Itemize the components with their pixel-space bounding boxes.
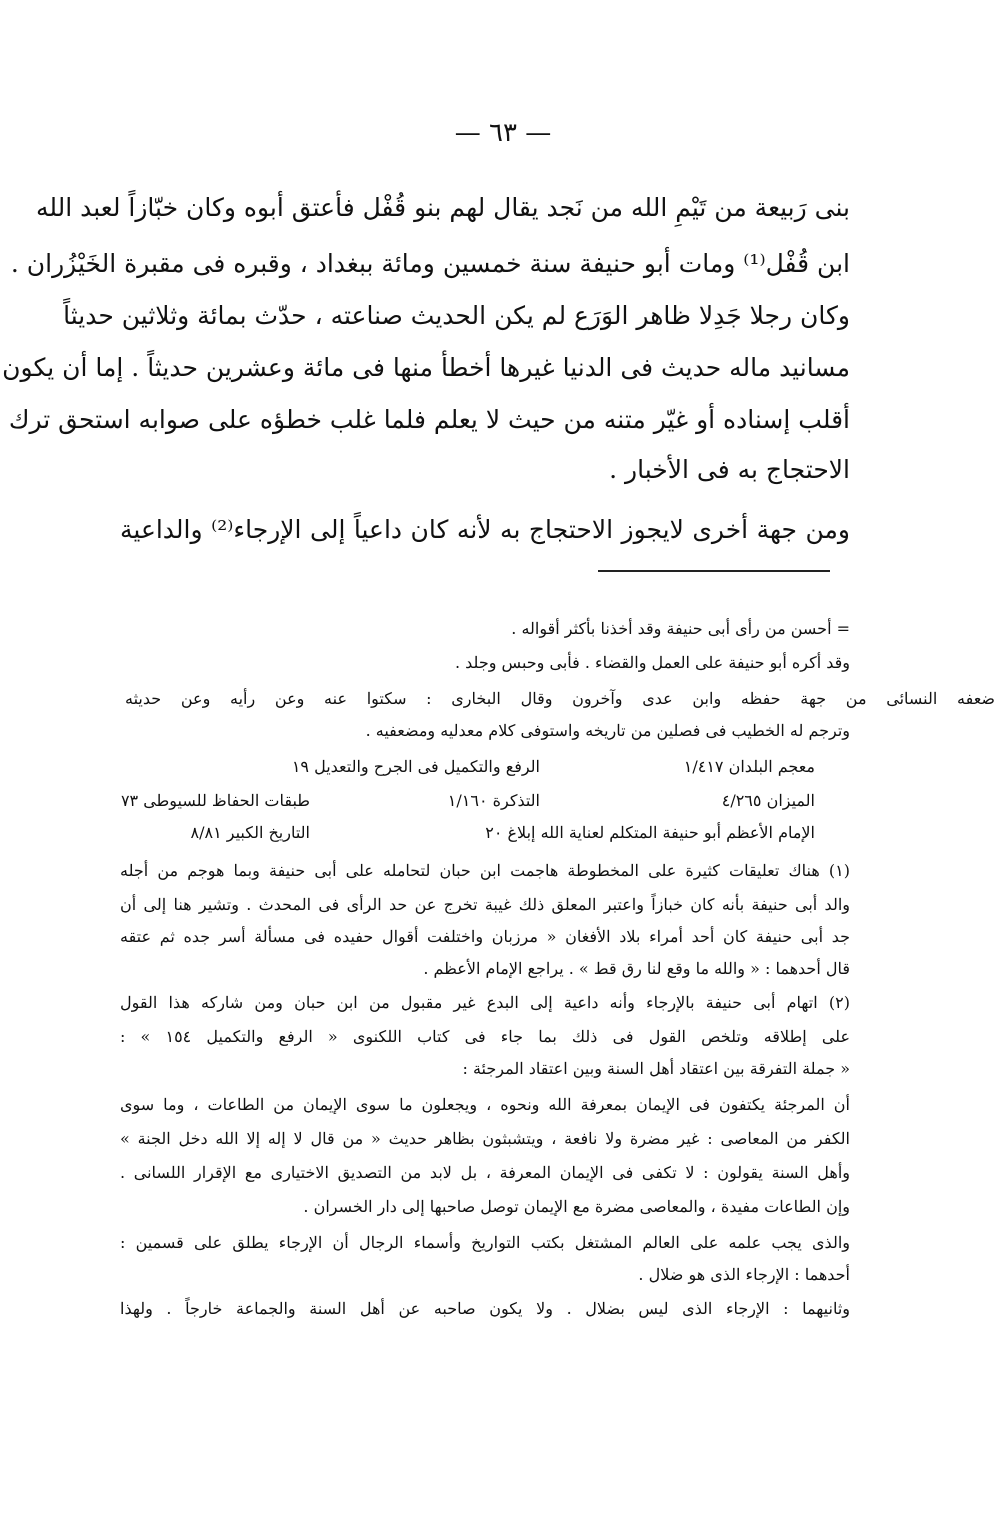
reference-entry: التاريخ الكبير ٨/٨١ [190, 823, 310, 842]
body-line: الاحتجاج به فى الأخبار . [609, 455, 850, 484]
footnote-2-line: أحدهما : الإرجاء الذى هو ضلال . [638, 1265, 850, 1284]
body-line: أقلب إسناده أو غيّر متنه من حيث لا يعلم فلما غلب خطؤه على صوابه استحق ترك [8, 405, 850, 434]
footnote-line: وقد أكره أبو حنيفة على العمل والقضاء . فأبى وحبس وجلد . [454, 653, 850, 672]
reference-entry: معجم البلدان ١/٤١٧ [683, 757, 815, 776]
reference-entry: الميزان ٤/٢٦٥ [721, 791, 815, 810]
footnote-line: = أحسن من رأى أبى حنيفة وقد أخذنا بأكثر أقواله . [511, 619, 850, 638]
footnote-2-line: وثانيهما : الإرجاء الذى ليس بضلال . ولا يكون صاحبه عن أهل السنة والجماعة خارجاً . ولهذا [120, 1299, 850, 1318]
reference-entry: الرفع والتكميل فى الجرح والتعديل ١٩ [291, 757, 540, 776]
footnote-2-line: « جملة التفرقة بين اعتقاد أهل السنة وبين اعتقاد المرجئة : [462, 1059, 850, 1078]
page-number: — ٦٣ — [454, 118, 552, 148]
footnote-2-line: الكفر من المعاصى : غير مضرة ولا نافعة ، ويتشبثون بظاهر حديث « من قال لا إله إلا الله دخل الجنة » [120, 1129, 850, 1148]
footnote-2-line: أن المرجئة يكتفون فى الإيمان بمعرفة الله ونحوه ، ويجعلون ما سوى الإيمان من الطاعات ، وما سوى [120, 1095, 850, 1114]
reference-entry: الإمام الأعظم أبو حنيفة المتكلم لعناية الله إبلاغ ٢٠ [485, 823, 815, 842]
footnote-2-line: على إطلاقه وتلخص القول فى ذلك بما جاء فى كتاب اللكنوى « الرفع والتكميل ١٥٤ » : [120, 1027, 850, 1046]
footnote-2-line: (٢) اتهام أبى حنيفة بالإرجاء وأنه داعية إلى البدع غير مقبول من ابن حبان ومن شاركه هذا القول [120, 993, 850, 1012]
footnote-1-line: قال أحدهما : « والله ما وقع لنا رق قط » . يراجع الإمام الأعظم . [423, 959, 850, 978]
footnote-line: ضعفه النسائى من جهة حفظه وابن عدى وآخرون وقال البخارى : سكتوا عنه وعن رأيه وعن حديثه [125, 689, 995, 708]
body-line: ابن قُفْل⁽¹⁾ ومات أبو حنيفة سنة خمسين ومائة ببغداد ، وقبره فى مقبرة الخَيْزُران . [10, 249, 850, 278]
footnote-1-line: (١) هناك تعليقات كثيرة على المخطوطة هاجمت ابن حبان لتحامله على أبى حنيفة وبما هوجم من أجله [120, 861, 850, 880]
body-line: بنى رَبيعة من تَيْمِ الله من نَجد يقال لهم بنو قُفْل فأعتق أبوه وكان خبّازاً لعبد الله [35, 193, 850, 222]
footnote-1-line: والد أبى حنيفة بأنه كان خبازاً واعتبر المعلق ذلك غيبة تخرج عن حد الرأى فى المحدث . وتشير هنا إلى أن [120, 895, 850, 914]
footnote-1-line: جد أبى حنيفة كان أحد أمراء بلاد الأفغان « مرزبان واختلفت أقوال حفيده فى مسألة أسر جده ثم عتقه [120, 927, 850, 946]
reference-entry: طبقات الحفاظ للسيوطى ٧٣ [120, 791, 310, 810]
footnote-2-line: وإن الطاعات مفيدة ، والمعاصى مضرة مع الإيمان توصل صاحبها إلى دار الخسران . [303, 1197, 850, 1216]
body-line: ومن جهة أخرى لايجوز الاحتجاج به لأنه كان داعياً إلى الإرجاء⁽²⁾ والداعية [120, 515, 851, 544]
body-line: وكان رجلا جَدِلا ظاهر الوَرَع لم يكن الحديث صناعته ، حدّث بمائة وثلاثين حديثاً [63, 301, 850, 330]
body-line: مسانيد ماله حديث فى الدنيا غيرها أخطأ منها فى مائة وعشرين حديثاً . إما أن يكون [2, 353, 850, 382]
reference-entry: التذكرة ١/١٦٠ [447, 791, 540, 810]
footnote-line: وترجم له الخطيب فى فصلين من تاريخه واستوفى كلام معدليه ومضعفيه . [365, 721, 850, 740]
footnote-2-line: وأهل السنة يقولون : لا تكفى فى الإيمان المعرفة ، بل لابد من التصديق الاختيارى مع الإقرار اللسانى . [120, 1163, 850, 1182]
footnote-separator [598, 570, 830, 572]
footnote-2-line: والذى يجب علمه على العالم المشتغل بكتب التواريخ وأسماء الرجال أن الإرجاء يطلق على قسمين : [120, 1233, 850, 1252]
